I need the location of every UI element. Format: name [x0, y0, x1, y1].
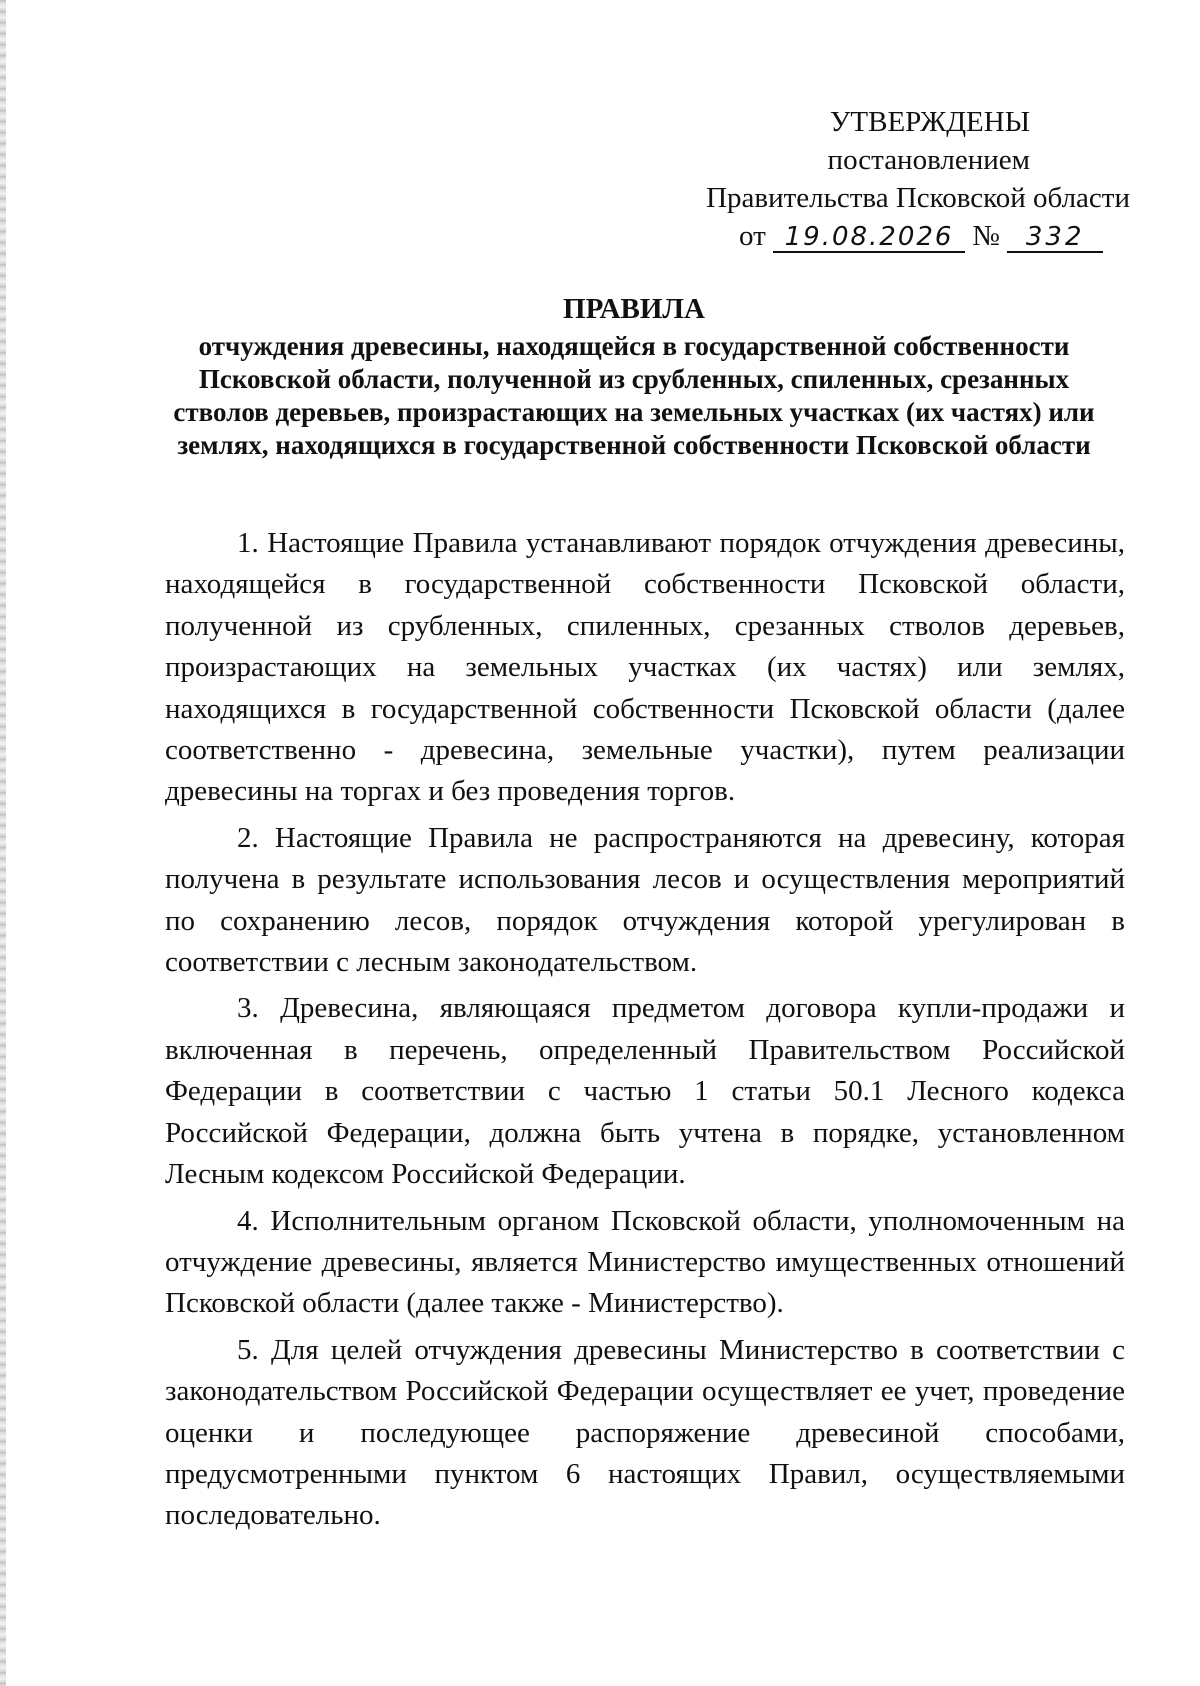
- scan-edge: [0, 0, 6, 1686]
- handwritten-date: 19.08.2026: [773, 223, 965, 253]
- handwritten-number: 332: [1007, 223, 1103, 253]
- paragraph-5: 5. Для целей отчуждения древесины Министерство в соответствии с законодательством Российской Федерации осуществляет ее учет, проведение оценки и последующее распоряжение древесиной способами, предусмотренными пунктом 6 настоящих Правил, осуществляемыми последовательно.: [165, 1333, 1125, 1532]
- approval-title: УТВЕРЖДЕНЫ: [829, 106, 1030, 138]
- number-prefix: №: [972, 220, 1000, 252]
- document-body: [165, 523, 1125, 1542]
- approval-stamp: [700, 103, 1130, 255]
- paragraph-2: 2. Настоящие Правила не распространяются на древесину, которая получена в результате использования лесов и осуществления мероприятий по сохранению лесов, порядок отчуждения которой урегулирован в соответствии с лесным законодательством.: [165, 821, 1125, 979]
- paragraph-4: 4. Исполнительным органом Псковской области, уполномоченным на отчуждение древесины, является Министерство имущественных отношений Псковской области (далее также - Министерство).: [165, 1204, 1125, 1320]
- title-heading: ПРАВИЛА: [563, 293, 705, 325]
- date-prefix: от: [739, 220, 766, 252]
- approval-date-line: [700, 217, 1130, 255]
- paragraph-3: 3. Древесина, являющаяся предметом договора купли-продажи и включенная в перечень, определенный Правительством Российской Федерации в соответствии с частью 1 статьи 50.1 Лесного кодекса Российской Федерации, должна быть учтена в порядке, установленном Лесным кодексом Российской Федерации.: [165, 992, 1125, 1191]
- title-subtitle: отчуждения древесины, находящейся в государственной собственности Псковской области, полученной из срубленных, спиленных, срезанных стволов деревьев, произрастающих на земельных участках (их частях) или землях, находящихся в государственной собственности Псковской области: [173, 331, 1095, 460]
- approval-resolution: постановлением: [827, 144, 1030, 176]
- paragraph-1: 1. Настоящие Правила устанавливают порядок отчуждения древесины, находящейся в государственной собственности Псковской области, полученной из срубленных, спиленных, срезанных стволов деревьев, произрастающих на земельных участках (их частях) или землях, находящихся в государственной собственности Псковской области (далее соответственно - древесина, земельные участки), путем реализации древесины на торгах и без проведения торгов.: [165, 527, 1125, 808]
- approval-authority: Правительства Псковской области: [706, 182, 1130, 214]
- document-title: [160, 290, 1108, 462]
